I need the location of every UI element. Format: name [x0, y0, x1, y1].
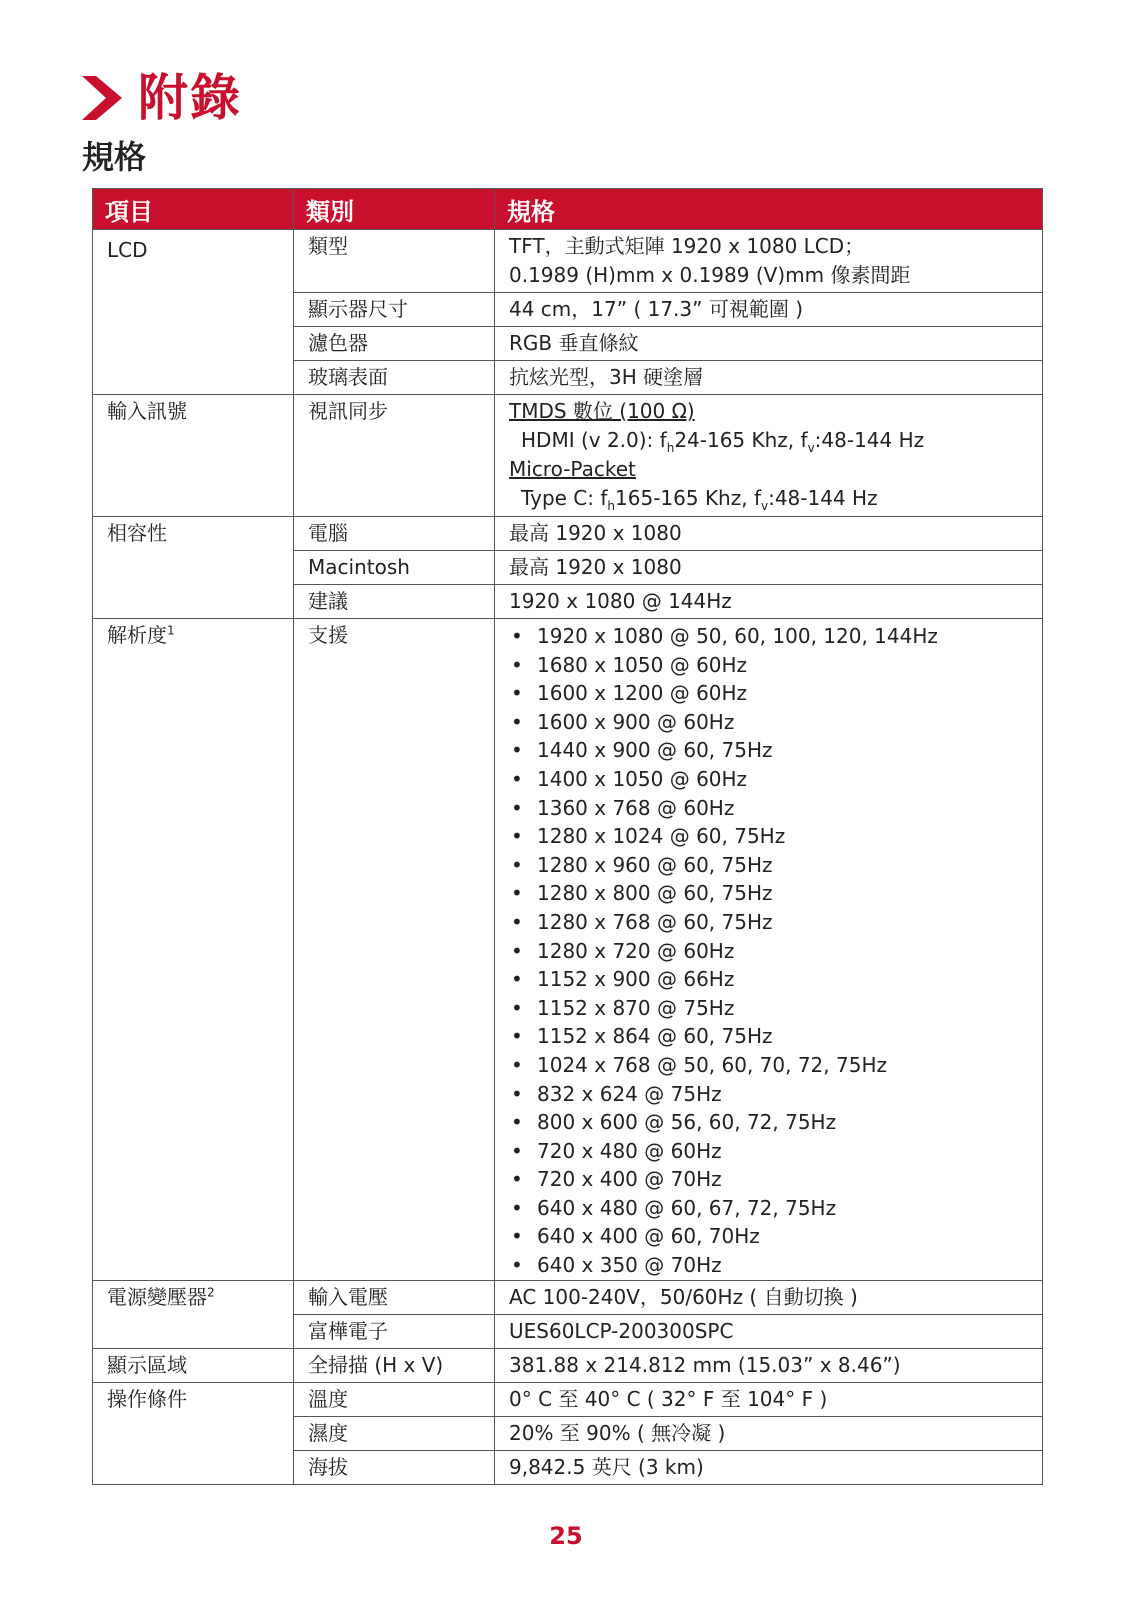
resolution-item: • 720 x 400 @ 70Hz [509, 1165, 1028, 1194]
spec-cell [495, 619, 1043, 1281]
spec-line: TFT，主動式矩陣 1920 x 1080 LCD； [509, 234, 865, 258]
table-row [93, 395, 1043, 517]
spec-cell: 381.88 x 214.812 mm (15.03” x 8.46”) [495, 1348, 1043, 1382]
resolution-item: • 1280 x 1024 @ 60, 75Hz [509, 822, 1028, 851]
section-subtitle: 規格 [82, 138, 147, 176]
spec-cell: 抗炫光型，3H 硬塗層 [495, 361, 1043, 395]
item-power-adapter [93, 1280, 294, 1348]
item-input-signal: 輸入訊號 [93, 395, 294, 517]
spec-cell [495, 395, 1043, 517]
micro-packet-label: Micro-Packet [509, 457, 636, 481]
resolution-item: • 1024 x 768 @ 50, 60, 70, 72, 75Hz [509, 1051, 1028, 1080]
resolution-item: • 1400 x 1050 @ 60Hz [509, 765, 1028, 794]
footnote-mark: 2 [207, 1285, 215, 1299]
resolution-item: • 800 x 600 @ 56, 60, 72, 75Hz [509, 1108, 1028, 1137]
sub-v: v [760, 499, 769, 513]
item-compatibility: 相容性 [93, 517, 294, 619]
section-heading [80, 68, 242, 128]
resolution-list [509, 622, 1028, 1280]
spec-cell: 最高 1920 x 1080 [495, 517, 1043, 551]
resolution-item: • 1360 x 768 @ 60Hz [509, 794, 1028, 823]
cat-cell: 電腦 [294, 517, 495, 551]
cat-cell: 建議 [294, 585, 495, 619]
cat-cell: 輸入電壓 [294, 1280, 495, 1314]
item-display-area: 顯示區域 [93, 1348, 294, 1382]
typec-v-range: :48-144 Hz [768, 486, 878, 510]
tmds-label: TMDS 數位 (100 Ω) [509, 399, 695, 423]
hdmi-prefix: HDMI (v 2.0): f [521, 428, 667, 452]
cat-cell: 濾色器 [294, 327, 495, 361]
typec-line [509, 484, 1028, 513]
spec-cell: 9,842.5 英尺 (3 km) [495, 1450, 1043, 1484]
item-resolution [93, 619, 294, 1281]
resolution-item: • 640 x 480 @ 60, 67, 72, 75Hz [509, 1194, 1028, 1223]
typec-prefix: Type C: f [521, 486, 608, 510]
spec-cell: 1920 x 1080 @ 144Hz [495, 585, 1043, 619]
cat-cell: 顯示器尺寸 [294, 293, 495, 327]
spec-cell: 最高 1920 x 1080 [495, 551, 1043, 585]
footnote-mark: 1 [167, 623, 175, 638]
resolution-item: • 640 x 400 @ 60, 70Hz [509, 1222, 1028, 1251]
cat-cell: Macintosh [294, 551, 495, 585]
cat-cell: 支援 [294, 619, 495, 1281]
resolution-item: • 1680 x 1050 @ 60Hz [509, 651, 1028, 680]
cat-cell: 類型 [294, 230, 495, 293]
resolution-item: • 832 x 624 @ 75Hz [509, 1080, 1028, 1109]
resolution-item: • 1280 x 800 @ 60, 75Hz [509, 879, 1028, 908]
cat-cell: 富樺電子 [294, 1314, 495, 1348]
sub-v: v [807, 441, 815, 455]
resolution-item: • 1600 x 1200 @ 60Hz [509, 679, 1028, 708]
spec-cell [495, 230, 1043, 293]
cat-cell: 視訊同步 [294, 395, 495, 517]
hdmi-h-range: 24-165 Khz, f [674, 428, 808, 452]
spec-table [92, 188, 1043, 1485]
spec-cell: 0° C 至 40° C ( 32° F 至 104° F ) [495, 1382, 1043, 1416]
sub-h: h [607, 499, 616, 513]
spec-cell: 20% 至 90% ( 無冷凝 ) [495, 1416, 1043, 1450]
spec-cell: UES60LCP-200300SPC [495, 1314, 1043, 1348]
cat-cell: 全掃描 (H x V) [294, 1348, 495, 1382]
table-row [93, 517, 1043, 551]
resolution-item: • 720 x 480 @ 60Hz [509, 1137, 1028, 1166]
table-row [93, 619, 1043, 1281]
resolution-item: • 1152 x 870 @ 75Hz [509, 994, 1028, 1023]
resolution-item: • 640 x 350 @ 70Hz [509, 1251, 1028, 1280]
cat-cell: 玻璃表面 [294, 361, 495, 395]
table-header-row [93, 189, 1043, 230]
resolution-item: • 1152 x 864 @ 60, 75Hz [509, 1022, 1028, 1051]
table-row [93, 1348, 1043, 1382]
resolution-item: • 1152 x 900 @ 66Hz [509, 965, 1028, 994]
spec-cell: AC 100-240V，50/60Hz ( 自動切換 ) [495, 1280, 1043, 1314]
item-lcd: LCD [93, 230, 294, 395]
table-row [93, 230, 1043, 293]
resolution-item: • 1440 x 900 @ 60, 75Hz [509, 736, 1028, 765]
resolution-item: • 1280 x 960 @ 60, 75Hz [509, 851, 1028, 880]
header-item: 項目 [93, 189, 294, 230]
page-title: 附錄 [138, 69, 242, 127]
spec-cell: 44 cm，17” ( 17.3” 可視範圍 ) [495, 293, 1043, 327]
spec-cell: RGB 垂直條紋 [495, 327, 1043, 361]
sub-h: h [666, 441, 675, 455]
table-row [93, 1382, 1043, 1416]
hdmi-v-range: :48-144 Hz [814, 428, 925, 452]
resolution-item: • 1280 x 720 @ 60Hz [509, 937, 1028, 966]
power-label: 電源變壓器 [107, 1284, 207, 1309]
table-row [93, 1280, 1043, 1314]
resolution-item: • 1600 x 900 @ 60Hz [509, 708, 1028, 737]
typec-h-range: 165-165 Khz, f [615, 486, 761, 510]
resolution-item: • 1920 x 1080 @ 50, 60, 100, 120, 144Hz [509, 622, 1028, 651]
item-operating-conditions: 操作條件 [93, 1382, 294, 1484]
cat-cell: 溫度 [294, 1382, 495, 1416]
hdmi-line [509, 426, 1028, 455]
resolution-label: 解析度 [107, 623, 167, 647]
resolution-item: • 1280 x 768 @ 60, 75Hz [509, 908, 1028, 937]
header-category: 類別 [294, 189, 495, 230]
header-spec: 規格 [495, 189, 1043, 230]
chevron-right-icon [80, 72, 124, 124]
spec-line: 0.1989 (H)mm x 0.1989 (V)mm 像素間距 [509, 263, 911, 287]
page-number: 25 [549, 1522, 583, 1550]
cat-cell: 海拔 [294, 1450, 495, 1484]
cat-cell: 濕度 [294, 1416, 495, 1450]
